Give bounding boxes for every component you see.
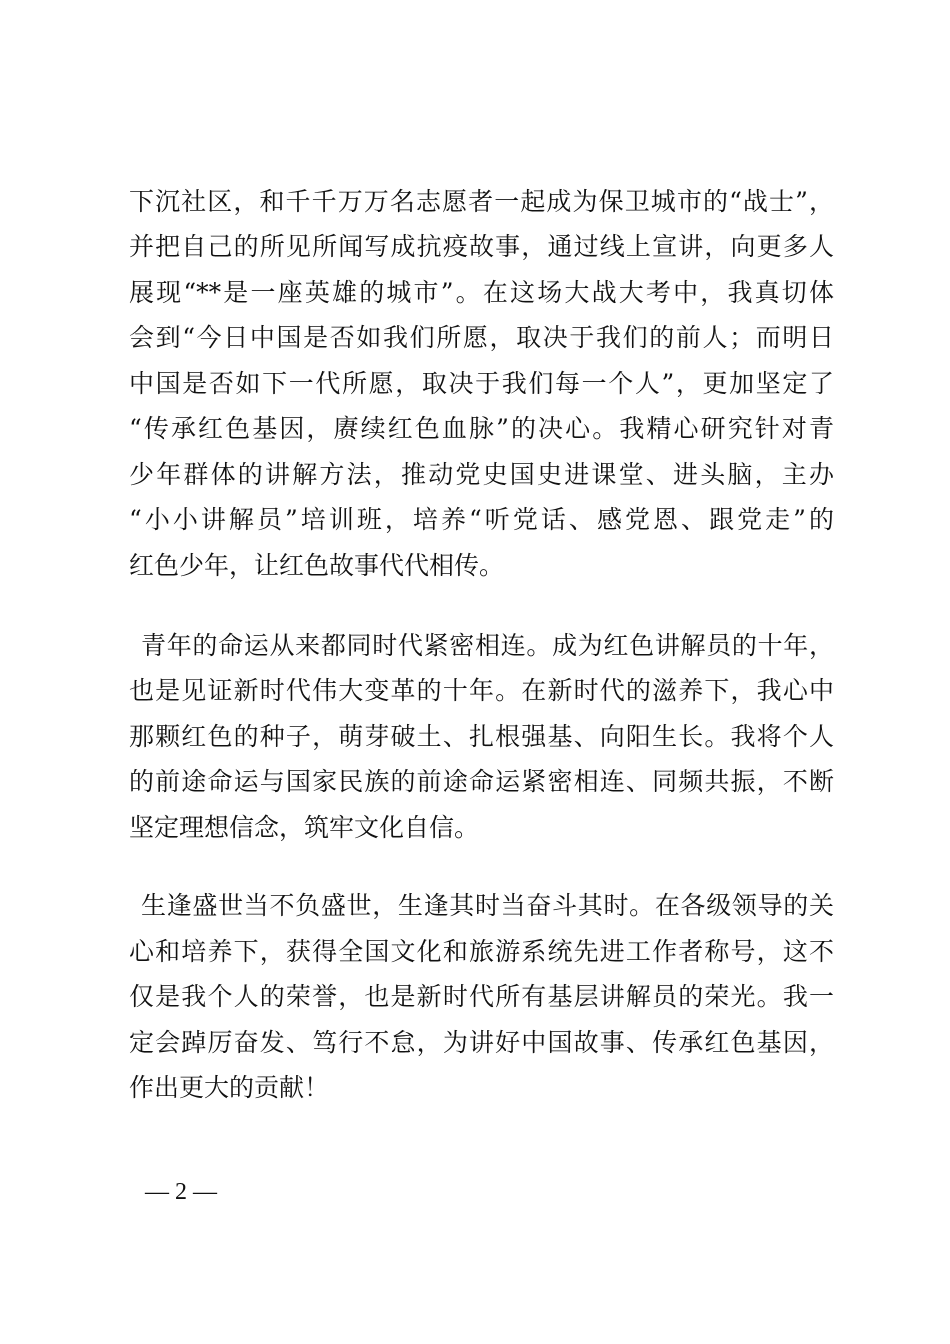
text-line: 仅是我个人的荣誉，也是新时代所有基层讲解员的荣光。我一	[129, 982, 834, 1011]
text-line: 生逢盛世当不负盛世，生逢其时当奋斗其时。在各级领导的关	[141, 891, 834, 920]
text-line: 展现“**是一座英雄的城市”。在这场大战大考中，我真切体	[129, 278, 834, 307]
text-line: 红色少年，让红色故事代代相传。	[129, 551, 505, 580]
text-line: “小小讲解员”培训班，培养“听党话、感党恩、跟党走”的	[129, 505, 834, 534]
text-line: 少年群体的讲解方法，推动党史国史进课堂、进头脑，主办	[129, 460, 834, 489]
text-line: 心和培养下，获得全国文化和旅游系统先进工作者称号，这不	[129, 937, 834, 966]
text-line: “传承红色基因，赓续红色血脉”的决心。我精心研究针对青	[129, 414, 834, 443]
text-line: 会到“今日中国是否如我们所愿，取决于我们的前人；而明日	[129, 323, 834, 352]
text-line: 定会踔厉奋发、笃行不怠，为讲好中国故事、传承红色基因，	[129, 1028, 834, 1057]
text-line: 那颗红色的种子，萌芽破土、扎根强基、向阳生长。我将个人	[129, 722, 834, 751]
text-line: 中国是否如下一代所愿，取决于我们每一个人”，更加坚定了	[129, 369, 834, 398]
page-number: — 2 —	[145, 1179, 217, 1205]
text-line: 坚定理想信念，筑牢文化自信。	[129, 813, 480, 842]
text-line: 作出更大的贡献！	[129, 1073, 330, 1102]
text-line: 的前途命运与国家民族的前途命运紧密相连、同频共振，不断	[129, 767, 834, 796]
text-line: 也是见证新时代伟大变革的十年。在新时代的滋养下，我心中	[129, 676, 834, 705]
text-line: 并把自己的所见所闻写成抗疫故事，通过线上宣讲，向更多人	[129, 232, 834, 261]
text-line: 青年的命运从来都同时代紧密相连。成为红色讲解员的十年，	[141, 631, 834, 660]
text-line: 下沉社区，和千千万万名志愿者一起成为保卫城市的“战士”，	[129, 187, 834, 216]
